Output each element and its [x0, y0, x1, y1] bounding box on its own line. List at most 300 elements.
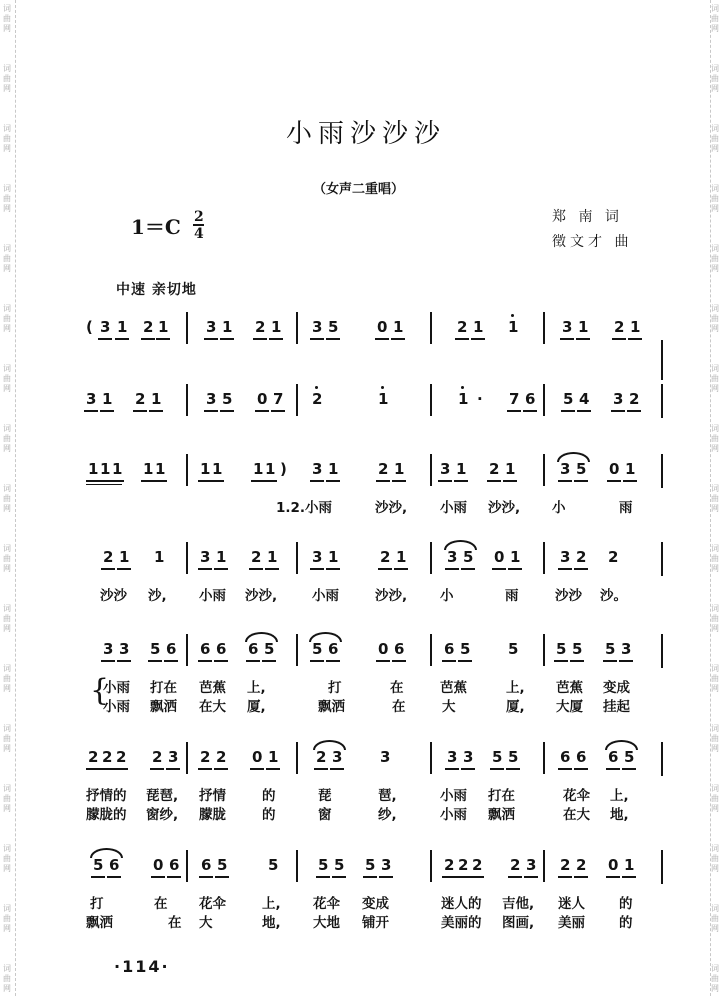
lyric-text: 在大 [563, 807, 590, 823]
lyric-text: 琵琶, [146, 788, 179, 804]
score-note: 5 [217, 856, 228, 874]
score-note: 3 [312, 460, 323, 478]
lyric-text: 在大 [199, 699, 226, 715]
note-underline [363, 876, 377, 878]
score-note: · [477, 390, 483, 408]
score-note: 1 [158, 318, 169, 336]
score-note: 6 [166, 640, 177, 658]
score-note: 5 [334, 856, 345, 874]
bar-line [430, 742, 432, 774]
note-underline [250, 768, 264, 770]
score-note: 5 [605, 640, 616, 658]
lyric-text: 花伞 [313, 896, 340, 912]
watermark-text: 词 曲 网 [711, 124, 719, 153]
lyric-text: 沙, [148, 588, 167, 604]
lyric-text: 小雨 [199, 588, 226, 604]
score-note: 5 [624, 748, 635, 766]
note-underline [153, 480, 167, 482]
score-note: 0 [252, 748, 263, 766]
score-system [0, 548, 722, 628]
bar-line [543, 742, 545, 774]
score-note: 1 [328, 460, 339, 478]
high-octave-dot [315, 386, 318, 389]
lyric-text: 图画, [502, 915, 535, 931]
note-underline [91, 876, 105, 878]
note-underline [164, 660, 178, 662]
lyric-text: 芭蕉 [199, 680, 226, 696]
score-note: 3 [206, 390, 217, 408]
note-underline [577, 410, 591, 412]
note-underline [310, 660, 324, 662]
lyric-text: 花伞 [199, 896, 226, 912]
watermark-text: 词 曲 网 [3, 964, 11, 993]
note-double-underline [110, 484, 122, 485]
bar-line [186, 384, 188, 416]
score-note: 2 [576, 856, 587, 874]
watermark-text: 词 曲 网 [711, 304, 719, 333]
note-underline [310, 568, 324, 570]
watermark-text: 词 曲 网 [711, 964, 719, 993]
score-note: 2 [255, 318, 266, 336]
note-underline [576, 338, 590, 340]
score-note: 3 [526, 856, 537, 874]
score-note: 1 [510, 548, 521, 566]
lyric-text: 打 [90, 896, 104, 912]
slur-mark [444, 540, 477, 550]
note-underline [151, 876, 165, 878]
score-note: 3 [168, 748, 179, 766]
note-underline [574, 768, 588, 770]
note-underline [141, 338, 155, 340]
note-underline [445, 568, 459, 570]
score-note: 1 [505, 460, 516, 478]
lyric-text: 迷人的 [441, 896, 482, 912]
composer-credit: 徵文才 曲 [552, 234, 633, 250]
score-note: 2 [88, 748, 99, 766]
watermark-text: 词 曲 网 [3, 604, 11, 633]
note-underline [611, 410, 625, 412]
note-underline [198, 568, 212, 570]
note-underline [310, 338, 324, 340]
note-underline [619, 660, 633, 662]
lyric-text: 沙沙, [488, 500, 521, 516]
note-underline [115, 338, 129, 340]
note-underline [461, 768, 475, 770]
bar-line [543, 850, 545, 882]
system-end-bar [661, 542, 663, 576]
note-underline [607, 480, 621, 482]
note-underline [114, 768, 128, 770]
note-underline [560, 338, 574, 340]
score-note: 6 [394, 640, 405, 658]
score-note: 1 [578, 318, 589, 336]
lyric-text: 美丽 [558, 915, 585, 931]
system-end-bar [661, 634, 663, 668]
watermark-text: 词 曲 网 [3, 424, 11, 453]
bar-line [296, 542, 298, 574]
bar-line [543, 634, 545, 666]
note-underline [487, 480, 501, 482]
bar-line [430, 634, 432, 666]
watermark-text: 词 曲 网 [3, 844, 11, 873]
high-octave-dot [511, 314, 514, 317]
score-note: 2 [629, 390, 640, 408]
score-note: 5 [563, 390, 574, 408]
watermark-text: 词 曲 网 [3, 904, 11, 933]
key-signature [131, 211, 181, 240]
watermark-text: 词 曲 网 [3, 484, 11, 513]
note-underline [622, 876, 636, 878]
score-note: 2 [510, 856, 521, 874]
watermark-text: 词 曲 网 [711, 724, 719, 753]
score-note: 6 [608, 748, 619, 766]
lyric-text: 抒情 [199, 788, 226, 804]
note-underline [101, 660, 115, 662]
watermark-text: 词 曲 网 [711, 544, 719, 573]
score-note: 2 [378, 460, 389, 478]
score-note: 7 [273, 390, 284, 408]
score-note: 1 [151, 390, 162, 408]
lyric-text: 打 [328, 680, 342, 696]
score-note: 1 [212, 460, 223, 478]
score-note: 6 [109, 856, 120, 874]
lyric-text: 打在 [150, 680, 177, 696]
lyric-text: 1.2.小雨 [276, 500, 333, 516]
score-note: 3 [463, 748, 474, 766]
watermark-text: 词 曲 网 [711, 784, 719, 813]
lyric-text: 大地 [313, 915, 340, 931]
score-note: 1 [253, 460, 264, 478]
score-note: 1 [393, 318, 404, 336]
note-underline [263, 480, 277, 482]
lyric-text: 的 [262, 788, 276, 804]
lyric-text: 小雨 [440, 807, 467, 823]
note-underline [86, 768, 100, 770]
score-note: 5 [576, 460, 587, 478]
lyric-text: 沙。 [600, 588, 627, 604]
score-note: 1 [458, 390, 469, 408]
note-underline [167, 876, 181, 878]
bar-line [296, 634, 298, 666]
note-underline [378, 568, 392, 570]
note-underline [220, 338, 234, 340]
score-note: 2 [380, 548, 391, 566]
score-note: 2 [614, 318, 625, 336]
watermark-text: 词 曲 网 [3, 124, 11, 153]
score-system [0, 390, 722, 470]
high-octave-dot [381, 386, 384, 389]
note-underline [627, 410, 641, 412]
note-underline [558, 480, 572, 482]
lyric-text: 在 [168, 915, 182, 931]
score-note: 2 [152, 748, 163, 766]
lyric-text: 窗 [318, 807, 332, 823]
score-note: 1 [625, 460, 636, 478]
lyric-text: 朦胧的 [86, 807, 127, 823]
score-note: 1 [216, 548, 227, 566]
bar-line [430, 312, 432, 344]
note-underline [249, 568, 263, 570]
score-note: 1 [155, 460, 166, 478]
bar-line [186, 312, 188, 344]
score-note: 6 [248, 640, 259, 658]
key-label: 1＝C [131, 215, 181, 239]
lyric-text: 吉他, [502, 896, 535, 912]
note-underline [255, 410, 269, 412]
note-underline [574, 876, 588, 878]
system-end-bar [661, 384, 663, 418]
note-underline [558, 768, 572, 770]
score-note: 7 [509, 390, 520, 408]
note-underline [612, 338, 626, 340]
note-underline [100, 768, 114, 770]
lyric-text: 小雨 [312, 588, 339, 604]
lyric-text: 沙沙 [555, 588, 582, 604]
bar-line [296, 850, 298, 882]
lyric-text: 在 [154, 896, 168, 912]
note-underline [330, 768, 344, 770]
score-note: 2 [116, 748, 127, 766]
note-underline [326, 660, 340, 662]
lyric-text: 雨 [619, 500, 633, 516]
note-underline [628, 338, 642, 340]
score-note: 2 [576, 548, 587, 566]
watermark-text: 词 曲 网 [711, 4, 719, 33]
slur-mark [605, 740, 638, 750]
score-note: 5 [508, 748, 519, 766]
note-underline [561, 410, 575, 412]
score-note: 6 [525, 390, 536, 408]
watermark-text: 词 曲 网 [711, 844, 719, 873]
note-underline [133, 410, 147, 412]
score-note: 3 [562, 318, 573, 336]
score-note: 2 [312, 390, 323, 408]
score-note: 0 [378, 640, 389, 658]
note-underline [198, 768, 212, 770]
lyric-text: 飘洒 [86, 915, 113, 931]
score-note: 2 [103, 548, 114, 566]
note-underline [391, 338, 405, 340]
bar-line [543, 312, 545, 344]
lyric-text: 窗纱, [146, 807, 179, 823]
score-note: 1 [394, 460, 405, 478]
lyric-text: 纱, [378, 807, 397, 823]
score-note: 2 [472, 856, 483, 874]
note-underline [204, 338, 218, 340]
lyric-text: 抒情的 [86, 788, 127, 804]
lyric-text: 大厦 [556, 699, 583, 715]
score-note: 2 [489, 460, 500, 478]
note-underline [326, 568, 340, 570]
note-underline [574, 568, 588, 570]
note-underline [117, 660, 131, 662]
score-note: 1 [117, 318, 128, 336]
score-system [0, 748, 722, 828]
note-underline [266, 768, 280, 770]
score-note: 6 [560, 748, 571, 766]
note-underline [198, 660, 212, 662]
score-note: 3 [381, 856, 392, 874]
lyric-text: 的 [619, 896, 633, 912]
score-note: 1 [396, 548, 407, 566]
score-note: 5 [93, 856, 104, 874]
note-underline [110, 480, 124, 482]
note-underline [461, 568, 475, 570]
score-note: 6 [201, 856, 212, 874]
watermark-text: 词 曲 网 [3, 724, 11, 753]
note-underline [392, 480, 406, 482]
score-note: 3 [613, 390, 624, 408]
score-note: 5 [268, 856, 279, 874]
lyric-text: 花伞 [563, 788, 590, 804]
lyric-text: 变成 [603, 680, 630, 696]
lyric-text: 上, [506, 680, 525, 696]
verse-brace: { [90, 673, 110, 708]
score-note: 3 [560, 460, 571, 478]
note-underline [558, 568, 572, 570]
score-note: 1 [630, 318, 641, 336]
note-underline [376, 480, 390, 482]
score-note: 1 [222, 318, 233, 336]
note-underline [84, 410, 98, 412]
score-note: 2 [251, 548, 262, 566]
note-underline [445, 768, 459, 770]
score-note: 1 [143, 460, 154, 478]
score-note: 2 [143, 318, 154, 336]
score-note: 1 [378, 390, 389, 408]
lyric-text: 雨 [505, 588, 519, 604]
score-note: 1 [271, 318, 282, 336]
lyric-text: 上, [610, 788, 629, 804]
score-note: 2 [608, 548, 619, 566]
lyric-text: 在 [392, 699, 406, 715]
note-underline [458, 660, 472, 662]
lyric-text: 小雨 [103, 699, 130, 715]
watermark-text: 词 曲 网 [3, 4, 11, 33]
lyric-text: 的 [262, 807, 276, 823]
note-underline [492, 568, 506, 570]
note-underline [507, 410, 521, 412]
lyric-text: 在 [390, 680, 404, 696]
note-underline [570, 660, 584, 662]
watermark-text: 词 曲 网 [3, 784, 11, 813]
score-note: 2 [216, 748, 227, 766]
note-underline [253, 338, 267, 340]
bar-line [430, 454, 432, 486]
note-underline [456, 876, 470, 878]
score-note: 5 [492, 748, 503, 766]
bar-line [296, 312, 298, 344]
song-subtitle: （女声二重唱） [313, 182, 405, 197]
page-number: ·114· [114, 957, 170, 976]
note-underline [326, 338, 340, 340]
note-underline [376, 660, 390, 662]
score-note: 1 [473, 318, 484, 336]
score-note: 5 [365, 856, 376, 874]
score-note: 2 [200, 748, 211, 766]
score-note: 1 [624, 856, 635, 874]
score-note: 5 [318, 856, 329, 874]
bar-line [430, 384, 432, 416]
score-note: 3 [440, 460, 451, 478]
lyric-text: 的 [619, 915, 633, 931]
score-note: 1 [154, 548, 165, 566]
lyric-text: 厦, [247, 699, 266, 715]
score-note: 3 [312, 548, 323, 566]
lyric-text: 沙沙 [100, 588, 127, 604]
score-note: 6 [444, 640, 455, 658]
note-underline [107, 876, 121, 878]
note-underline [215, 876, 229, 878]
note-underline [214, 660, 228, 662]
score-note: 2 [560, 856, 571, 874]
score-note: 6 [576, 748, 587, 766]
note-underline [199, 876, 213, 878]
score-note: 3 [86, 390, 97, 408]
note-underline [554, 660, 568, 662]
score-note: 4 [579, 390, 590, 408]
score-note: 0 [609, 460, 620, 478]
note-underline [98, 338, 112, 340]
lyric-text: 上, [247, 680, 266, 696]
lyric-text: 厦, [506, 699, 525, 715]
lyric-text: 琵 [318, 788, 332, 804]
score-note: 5 [463, 548, 474, 566]
score-note: 5 [222, 390, 233, 408]
lyric-text: 沙沙, [375, 588, 408, 604]
score-note: 1 [102, 390, 113, 408]
score-note: 2 [316, 748, 327, 766]
lyric-text: 沙沙, [375, 500, 408, 516]
score-note: 3 [200, 548, 211, 566]
song-title: 小雨沙沙沙 [286, 119, 447, 149]
score-note: 5 [264, 640, 275, 658]
note-double-underline [98, 484, 110, 485]
score-note: 5 [312, 640, 323, 658]
lyric-text: 大 [442, 699, 456, 715]
note-underline [269, 338, 283, 340]
note-underline [375, 338, 389, 340]
note-underline [490, 768, 504, 770]
watermark-text: 词 曲 网 [3, 304, 11, 333]
note-underline [156, 338, 170, 340]
note-underline [148, 660, 162, 662]
score-note: 6 [169, 856, 180, 874]
note-underline [310, 480, 324, 482]
note-underline [503, 480, 517, 482]
score-system [0, 856, 722, 936]
score-note: 5 [572, 640, 583, 658]
note-underline [454, 480, 468, 482]
note-underline [379, 876, 393, 878]
lyric-text: 飘洒 [488, 807, 515, 823]
note-underline [455, 338, 469, 340]
watermark-text: 词 曲 网 [711, 364, 719, 393]
slur-mark [313, 740, 346, 750]
bar-line [543, 454, 545, 486]
note-underline [265, 568, 279, 570]
score-note: 1 [200, 460, 211, 478]
note-underline [220, 410, 234, 412]
lyric-text: 地, [262, 915, 281, 931]
note-underline [603, 660, 617, 662]
system-end-bar [661, 340, 663, 380]
note-underline [246, 660, 260, 662]
note-underline [394, 568, 408, 570]
note-underline [623, 480, 637, 482]
lyric-text: 美丽的 [441, 915, 482, 931]
score-note: 3 [206, 318, 217, 336]
